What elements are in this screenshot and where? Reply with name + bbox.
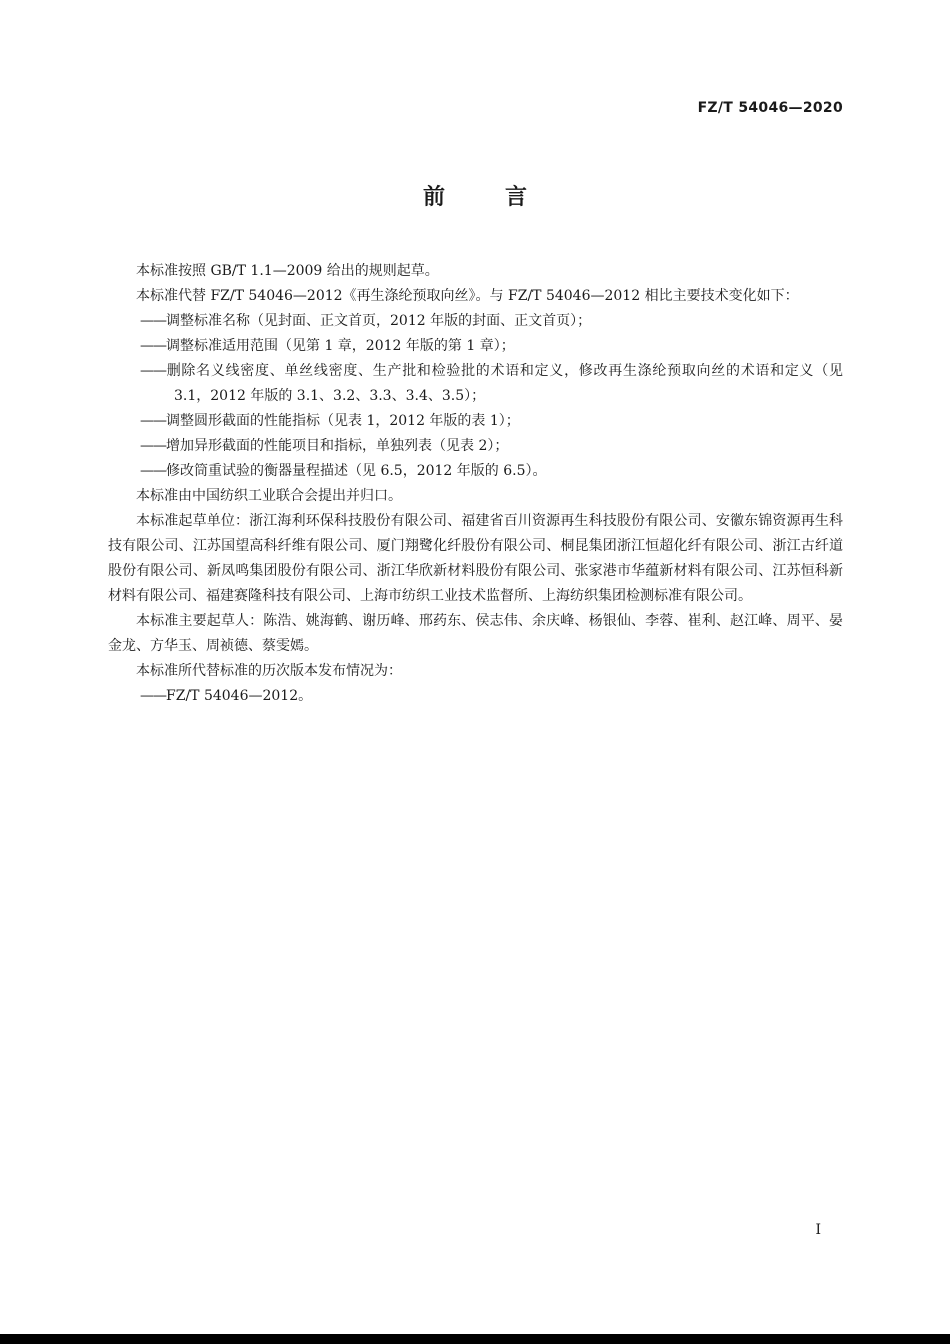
- paragraph-drafting-rules: 本标准按照 GB/T 1.1—2009 给出的规则起草。: [136, 263, 439, 279]
- change-item-text: 增加异形截面的性能项目和指标，单独列表（见表 2）；: [166, 438, 509, 454]
- history-item-text: FZ/T 54046—2012。: [166, 688, 313, 704]
- dash-marker: ——: [140, 438, 166, 454]
- paragraph-drafting-units: 本标准起草单位：浙江海利环保科技股份有限公司、福建省百川资源再生科技股份有限公司、安徽东锦资源再生科技有限公司、江苏国望高科纤维有限公司、厦门翔鹭化纤股份有限公司、桐昆集团浙江恒超化纤有限公司、浙江古纤道股份有限公司、新凤鸣集团股份有限公司、浙江华欣新材料股份有限公司、张家港市华蕴新材料有限公司、江苏恒科新材料有限公司、福建赛隆科技有限公司、上海市纺织工业技术监督所、上海纺织集团检测标准有限公司。: [108, 513, 843, 604]
- paragraph-drafters: 本标准主要起草人：陈浩、姚海鹤、谢历峰、邢药东、侯志伟、余庆峰、杨银仙、李蓉、崔利、赵江峰、周平、晏金龙、方华玉、周祯德、蔡雯嫣。: [108, 613, 843, 654]
- change-item-text: 调整圆形截面的性能指标（见表 1，2012 年版的表 1）；: [166, 413, 520, 429]
- dash-marker: ——: [140, 413, 166, 429]
- paragraph-history-intro: 本标准所代替标准的历次版本发布情况为：: [136, 663, 402, 679]
- paragraph-replacement: 本标准代替 FZ/T 54046—2012《再生涤纶预取向丝》。与 FZ/T 54046—2012 相比主要技术变化如下：: [136, 288, 799, 304]
- page-number: I: [815, 1222, 821, 1238]
- change-item: [108, 409, 843, 434]
- change-item-text: 修改筒重试验的衡器量程描述（见 6.5，2012 年版的 6.5）。: [166, 463, 547, 479]
- change-item: [108, 459, 843, 484]
- change-item-text: 删除名义线密度、单丝线密度、生产批和检验批的术语和定义，修改再生涤纶预取向丝的术语和定义（见 3.1，2012 年版的 3.1、3.2、3.3、3.4、3.5）；: [166, 363, 843, 404]
- page-title: 前言: [422, 185, 587, 210]
- standard-code: FZ/T 54046—2020: [697, 100, 843, 116]
- change-item: [108, 359, 843, 409]
- dash-marker: ——: [140, 313, 166, 329]
- dash-marker: ——: [140, 363, 166, 379]
- paragraph-proposer: 本标准由中国纺织工业联合会提出并归口。: [136, 488, 402, 504]
- change-item: [108, 334, 843, 359]
- bottom-edge-bar: [0, 1334, 950, 1344]
- history-item: [108, 684, 843, 709]
- foreword-body: [108, 259, 843, 709]
- dash-marker: ——: [140, 688, 166, 704]
- change-item: [108, 434, 843, 459]
- change-item-text: 调整标准适用范围（见第 1 章，2012 年版的第 1 章）；: [166, 338, 515, 354]
- change-item: [108, 309, 843, 334]
- dash-marker: ——: [140, 463, 166, 479]
- change-item-text: 调整标准名称（见封面、正文首页，2012 年版的封面、正文首页）；: [166, 313, 592, 329]
- dash-marker: ——: [140, 338, 166, 354]
